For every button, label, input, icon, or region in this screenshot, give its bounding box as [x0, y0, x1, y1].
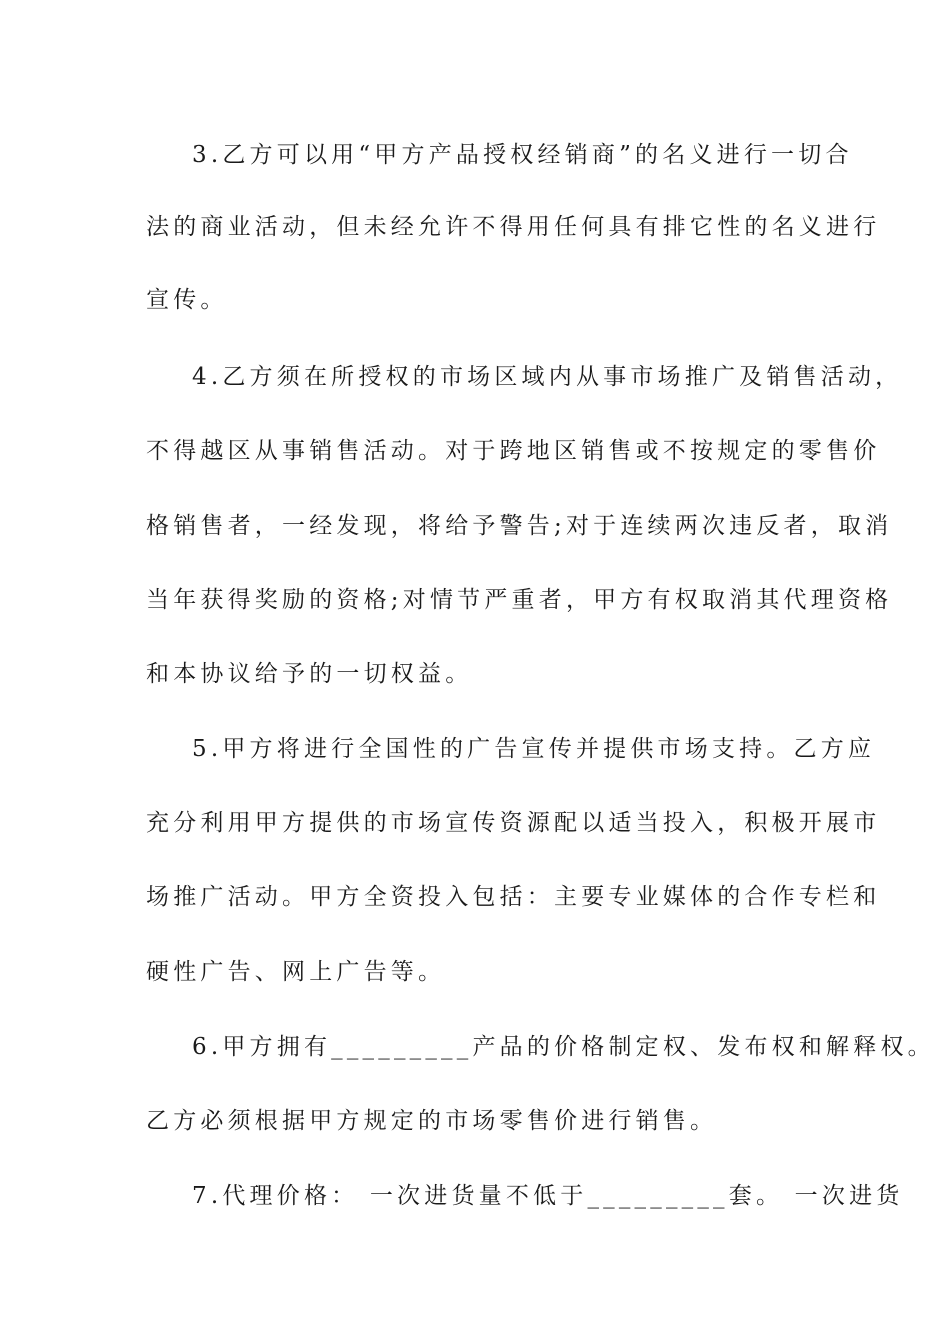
clause-3-line-3: 宣传。 — [146, 287, 228, 313]
clause-4-line-5: 和本协议给予的一切权益。 — [146, 661, 473, 687]
clause-4-line-1: 4.乙方须在所授权的市场区域内从事市场推广及销售活动， — [192, 364, 903, 390]
clause-5-line-3: 场推广活动。甲方全资投入包括：主要专业媒体的合作专栏和 — [146, 884, 881, 910]
clause-5-line-4: 硬性广告、网上广告等。 — [146, 959, 446, 985]
clause-5-line-2: 充分利用甲方提供的市场宣传资源配以适当投入，积极开展市 — [146, 810, 881, 836]
clause-5-line-1: 5.甲方将进行全国性的广告宣传并提供市场支持。乙方应 — [192, 736, 876, 762]
clause-4-line-2: 不得越区从事销售活动。对于跨地区销售或不按规定的零售价 — [146, 438, 881, 464]
clause-7-line-1: 7.代理价格： 一次进货量不低于_________套。 一次进货 — [192, 1183, 904, 1209]
clause-6-line-1: 6.甲方拥有_________产品的价格制定权、发布权和解释权。 — [192, 1034, 935, 1060]
clause-4-line-3: 格销售者，一经发现，将给予警告;对于连续两次违反者，取消 — [146, 513, 893, 539]
clause-3-line-1: 3.乙方可以用“甲方产品授权经销商”的名义进行一切合 — [192, 142, 853, 168]
clause-3-line-2: 法的商业活动，但未经允许不得用任何具有排它性的名义进行 — [146, 214, 881, 240]
clause-4-line-4: 当年获得奖励的资格;对情节严重者，甲方有权取消其代理资格 — [146, 587, 893, 613]
clause-6-line-2: 乙方必须根据甲方规定的市场零售价进行销售。 — [146, 1108, 718, 1134]
